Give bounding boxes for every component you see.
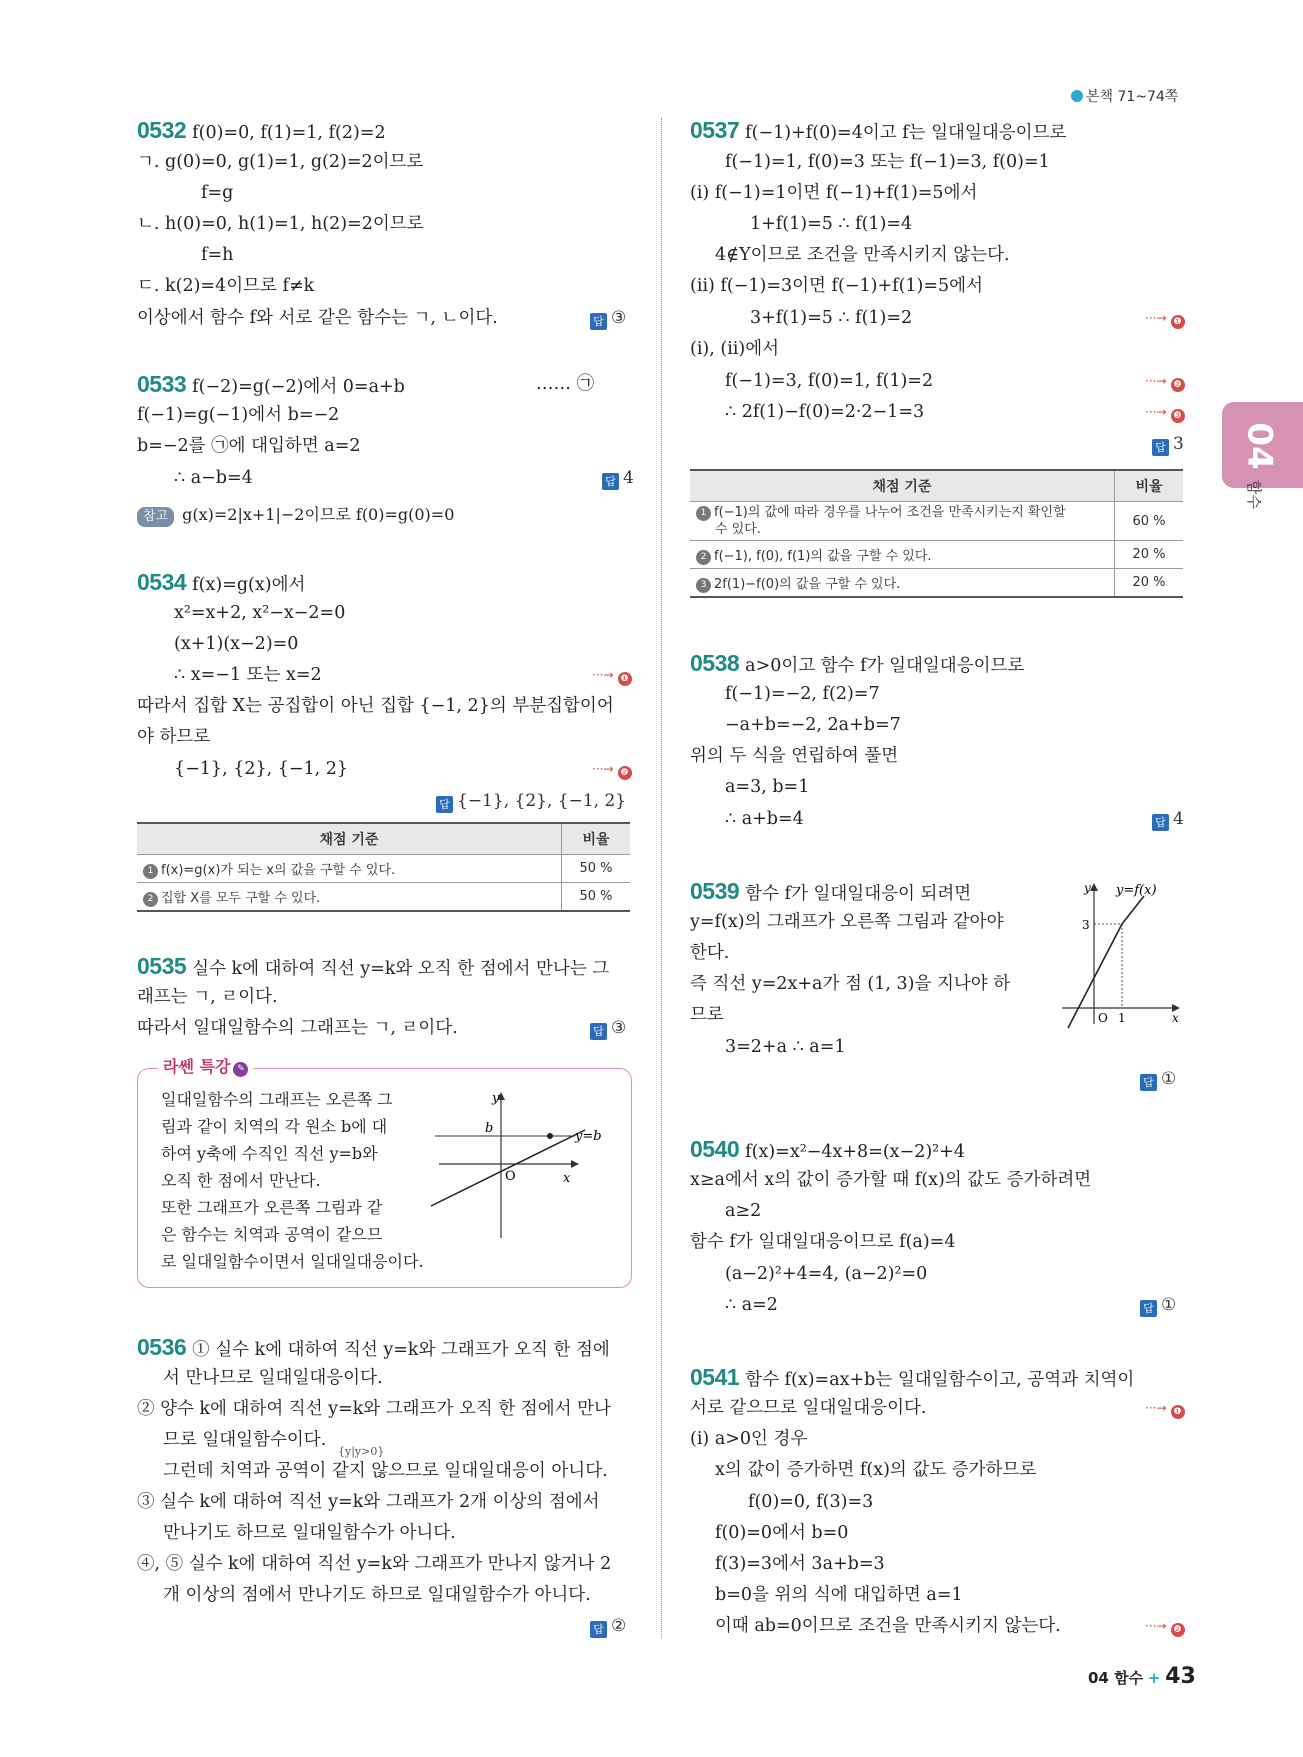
line-text: 실수 k에 대하여 직선 y=k와 오직 한 점에서 만나는 그 xyxy=(192,959,610,979)
row-number: 1 xyxy=(143,864,158,879)
problem-0532-line-7: 이상에서 함수 f와 서로 같은 함수는 ㄱ, ㄴ이다. xyxy=(137,308,498,328)
problem-0541-line-4: x의 값이 증가하면 f(x)의 값도 증가하므로 xyxy=(715,1460,1037,1480)
answer-value: ③ xyxy=(611,1018,627,1038)
problem-0539-graph xyxy=(1058,876,1188,1036)
problem-0539-line-4: 즉 직선 y=2x+a가 점 (1, 3)을 지나야 하 xyxy=(690,974,1011,994)
problem-0538-line-3: −a+b=−2, 2a+b=7 xyxy=(725,715,901,735)
problem-0539-line-3: 한다. xyxy=(690,943,730,963)
table-cell-criteria xyxy=(137,883,562,912)
step-number: ❶ xyxy=(1171,1405,1185,1419)
problem-0536-line-2: 서 만나므로 일대일대응이다. xyxy=(163,1368,383,1388)
page-reference xyxy=(1071,86,1178,106)
problem-0536-line-1 xyxy=(137,1335,610,1362)
line-text: 함수 f가 일대일대응이 되려면 xyxy=(745,884,972,904)
answer-0534 xyxy=(436,789,626,813)
tip-label-text: 라쎈 특강 xyxy=(163,1057,231,1076)
graph-segment-2 xyxy=(1122,896,1144,924)
problem-0533-tag: …… ㉠ xyxy=(536,374,595,394)
table-cell-criteria xyxy=(137,855,562,883)
problem-0536-line-9: 개 이상의 점에서 만나기도 하므로 일대일함수가 아니다. xyxy=(163,1585,591,1605)
step-number: ❸ xyxy=(1171,409,1185,423)
problem-0538-line-5: a=3, b=1 xyxy=(725,777,810,797)
problem-0537-line-2: f(−1)=1, f(0)=3 또는 f(−1)=3, f(0)=1 xyxy=(725,152,1050,172)
tip-line-6: 은 함수는 치역과 공역이 같으므 xyxy=(161,1225,383,1244)
problem-0533-line-2: f(−1)=g(−1)에서 b=−2 xyxy=(137,405,340,425)
table-cell-ratio: 20 % xyxy=(1115,541,1184,569)
answer-0532 xyxy=(590,306,626,330)
tip-line-7: 로 일대일함수이면서 일대일대응이다. xyxy=(161,1252,424,1271)
function-line xyxy=(431,1130,585,1206)
problem-0537-line-7: 3+f(1)=5 ∴ f(1)=2 xyxy=(750,308,913,328)
table-header-row xyxy=(690,470,1183,502)
step-number: ❶ xyxy=(618,672,632,686)
problem-0536-line-6: ③ 실수 k에 대하여 직선 y=k와 그래프가 2개 이상의 점에서 xyxy=(137,1492,600,1512)
x-label: x xyxy=(1172,1011,1179,1025)
table-cell-ratio: 20 % xyxy=(1115,569,1184,598)
problem-number: 0541 xyxy=(690,1364,740,1390)
problem-0534-line-2: x²=x+2, x²−x−2=0 xyxy=(174,603,346,623)
problem-0537-line-1 xyxy=(690,118,1066,145)
chapter-tab-number: 04 xyxy=(1239,422,1280,470)
row-number: 3 xyxy=(696,578,711,593)
answer-value: ① xyxy=(1161,1069,1177,1089)
chapter-tab-label: 함수 xyxy=(1244,480,1263,509)
problem-0536-annotation: {y|y>0} xyxy=(338,1445,385,1458)
problem-number: 0537 xyxy=(690,117,740,143)
book-icon xyxy=(1071,90,1083,102)
answer-value: ③ xyxy=(611,308,627,328)
problem-0532-line-3: f=g xyxy=(201,183,234,203)
table-cell-ratio: 50 % xyxy=(562,883,631,912)
y-label: y xyxy=(492,1091,500,1106)
problem-0534-line-4: ∴ x=−1 또는 x=2 xyxy=(174,665,322,685)
problem-0541-line-3: (ⅰ) a>0인 경우 xyxy=(690,1429,808,1449)
y-axis-arrow xyxy=(1090,883,1098,891)
problem-0540-line-6: ∴ a=2 xyxy=(725,1295,778,1315)
problem-0532-line-5: f=h xyxy=(201,245,234,265)
table-header-criteria: 채점 기준 xyxy=(137,823,562,855)
note-text: g(x)=2|x+1|−2이므로 f(0)=g(0)=0 xyxy=(182,505,455,524)
problem-number: 0538 xyxy=(690,650,740,676)
tip-line-3: 하여 y축에 수직인 직선 y=b와 xyxy=(161,1144,378,1163)
line-text: f(x)=g(x)에서 xyxy=(192,575,306,595)
problem-0541-line-2: 서로 같으므로 일대일대응이다. xyxy=(690,1398,927,1418)
tick-3: 3 xyxy=(1082,918,1090,932)
y-label: y xyxy=(1084,881,1091,895)
problem-0537-line-3: (ⅰ) f(−1)=1이면 f(−1)+f(1)=5에서 xyxy=(690,183,978,203)
step-marker-1: ···→ ❶ xyxy=(1145,1398,1185,1419)
row-number: 2 xyxy=(696,550,711,565)
origin-label: O xyxy=(505,1169,516,1184)
problem-0540-line-1 xyxy=(690,1137,965,1164)
problem-0539-line-2: y=f(x)의 그래프가 오른쪽 그림과 같아야 xyxy=(690,912,1004,932)
answer-0539 xyxy=(1140,1067,1176,1091)
line-text: ① 실수 k에 대하여 직선 y=k와 그래프가 오직 한 점에 xyxy=(192,1340,610,1360)
answer-value: 4 xyxy=(1173,809,1184,829)
line-text: f(−2)=g(−2)에서 0=a+b xyxy=(192,377,405,397)
table-header-row xyxy=(137,823,630,855)
problem-number: 0540 xyxy=(690,1136,740,1162)
problem-number: 0534 xyxy=(137,569,187,595)
problem-0533-line-1 xyxy=(137,372,405,399)
problem-0533-line-4: ∴ a−b=4 xyxy=(174,468,253,488)
answer-0538 xyxy=(1152,807,1184,831)
x-axis-arrow xyxy=(571,1160,579,1168)
problem-0534-line-7: {−1}, {2}, {−1, 2} xyxy=(174,759,349,779)
row-text: 집합 X를 모두 구할 수 있다. xyxy=(161,890,321,906)
x-label: x xyxy=(563,1171,571,1186)
answer-icon: 답 xyxy=(436,796,453,813)
table-row xyxy=(137,855,630,883)
problem-number: 0536 xyxy=(137,1334,187,1360)
problem-0538-line-1 xyxy=(690,651,1024,678)
problem-0535-line-3: 따라서 일대일함수의 그래프는 ㄱ, ㄹ이다. xyxy=(137,1018,458,1038)
problem-0534-line-3: (x+1)(x−2)=0 xyxy=(174,634,299,654)
problem-0539-line-1 xyxy=(690,879,971,906)
tip-graph xyxy=(425,1088,625,1248)
table-row xyxy=(690,569,1183,598)
page-reference-text: 본책 71~74쪽 xyxy=(1086,89,1179,105)
footer-chapter: 04 함수 xyxy=(1088,1669,1144,1687)
problem-0536-line-4: 므로 일대일함수이다. xyxy=(163,1430,327,1450)
problem-0534-line-5: 따라서 집합 X는 공집합이 아닌 집합 {−1, 2}의 부분집합이어 xyxy=(137,696,614,716)
problem-0539-line-6: 3=2+a ∴ a=1 xyxy=(725,1037,846,1057)
row-text: f(−1)의 값에 따라 경우를 나누어 조건을 만족시키는지 확인할 xyxy=(714,505,1066,520)
answer-icon: 답 xyxy=(1140,1300,1157,1317)
function-label: y=f(x) xyxy=(1116,883,1157,898)
footer-plus: + xyxy=(1147,1669,1161,1687)
problem-0537-line-10: ∴ 2f(1)−f(0)=2·2−1=3 xyxy=(725,402,925,422)
problem-number: 0539 xyxy=(690,878,740,904)
step-number: ❷ xyxy=(1171,1623,1185,1637)
problem-0537-line-6: (ⅱ) f(−1)=3이면 f(−1)+f(1)=5에서 xyxy=(690,276,983,296)
problem-0534-line-1 xyxy=(137,570,305,597)
tip-label xyxy=(158,1054,253,1077)
answer-0536 xyxy=(590,1614,626,1638)
answer-value: 3 xyxy=(1173,434,1184,454)
answer-value: {−1}, {2}, {−1, 2} xyxy=(457,791,627,811)
tip-line-2: 림과 같이 치역의 각 원소 b에 대 xyxy=(161,1117,388,1136)
column-divider xyxy=(661,118,662,1638)
line-text: f(0)=0, f(1)=1, f(2)=2 xyxy=(192,123,386,143)
problem-0539-line-5: 므로 xyxy=(690,1005,724,1025)
step-number: ❷ xyxy=(618,766,632,780)
table-row xyxy=(137,883,630,912)
row-number: 2 xyxy=(143,892,158,907)
answer-0540 xyxy=(1140,1293,1176,1317)
answer-icon: 답 xyxy=(1152,814,1169,831)
answer-0537 xyxy=(1152,432,1184,456)
problem-0536-line-3: ② 양수 k에 대하여 직선 y=k와 그래프가 오직 한 점에서 만나 xyxy=(137,1399,611,1419)
problem-0533-note xyxy=(137,503,454,527)
answer-icon: 답 xyxy=(1152,439,1169,456)
row-number: 1 xyxy=(696,506,711,521)
table-row xyxy=(690,502,1183,541)
step-number: ❷ xyxy=(1171,378,1185,392)
problem-0536-line-8: ④, ⑤ 실수 k에 대하여 직선 y=k와 그래프가 만나지 않거나 2 xyxy=(137,1554,612,1574)
guide-lines xyxy=(1094,924,1122,1008)
table-cell-criteria xyxy=(690,541,1115,569)
answer-icon: 답 xyxy=(590,1023,607,1040)
line-text: f(−1)+f(0)=4이고 f는 일대일대응이므로 xyxy=(745,123,1067,143)
tip-line-1: 일대일함수의 그래프는 오른쪽 그 xyxy=(161,1090,393,1109)
table-header-criteria: 채점 기준 xyxy=(690,470,1115,502)
problem-0540-line-5: (a−2)²+4=4, (a−2)²=0 xyxy=(725,1264,928,1284)
row-text-cont: 수 있다. xyxy=(715,522,761,537)
problem-0535-line-1 xyxy=(137,954,609,981)
step-number: ❶ xyxy=(1171,315,1185,329)
grading-table-0534 xyxy=(137,822,630,912)
problem-0532-line-2: ㄱ. g(0)=0, g(1)=1, g(2)=2이므로 xyxy=(137,152,424,172)
problem-number: 0535 xyxy=(137,953,187,979)
problem-0534-line-6: 야 하므로 xyxy=(137,727,211,747)
problem-0532-line-6: ㄷ. k(2)=4이므로 f≠k xyxy=(137,276,315,296)
chapter-side-tab xyxy=(1222,402,1303,488)
problem-0538-line-6: ∴ a+b=4 xyxy=(725,809,804,829)
answer-value: 4 xyxy=(623,468,634,488)
step-marker-2: ···→ ❷ xyxy=(1145,1616,1185,1637)
row-text: f(−1), f(0), f(1)의 값을 구할 수 있다. xyxy=(714,548,932,564)
row-text: f(x)=g(x)가 되는 x의 값을 구할 수 있다. xyxy=(161,862,396,878)
problem-0537-line-4: 1+f(1)=5 ∴ f(1)=4 xyxy=(750,214,913,234)
problem-0536-line-7: 만나기도 하므로 일대일함수가 아니다. xyxy=(163,1523,456,1543)
answer-value: ① xyxy=(1161,1295,1177,1315)
row-text: 2f(1)−f(0)의 값을 구할 수 있다. xyxy=(714,576,901,592)
origin-label: O xyxy=(1098,1011,1108,1025)
line-text: 함수 f(x)=ax+b는 일대일함수이고, 공역과 치역이 xyxy=(745,1370,1135,1390)
step-marker-1: ···→ ❶ xyxy=(592,665,632,686)
problem-0533-line-3: b=−2를 ㉠에 대입하면 a=2 xyxy=(137,436,361,456)
graph-segment-1 xyxy=(1068,924,1122,1028)
problem-number: 0533 xyxy=(137,371,187,397)
step-marker-3: ···→ ❸ xyxy=(1145,402,1185,423)
answer-icon: 답 xyxy=(1140,1074,1157,1091)
note-badge: 참고 xyxy=(137,507,174,527)
step-marker-2: ···→ ❷ xyxy=(592,759,632,780)
grading-table-0537 xyxy=(690,469,1183,598)
problem-0541-line-5: f(0)=0, f(3)=3 xyxy=(748,1492,874,1512)
problem-0537-line-8: (ⅰ), (ⅱ)에서 xyxy=(690,339,780,359)
table-header-ratio: 비율 xyxy=(1115,470,1184,502)
intersection-point xyxy=(547,1133,553,1139)
line-label: y=b xyxy=(575,1129,602,1144)
pencil-icon: ✎ xyxy=(233,1062,248,1077)
answer-0535 xyxy=(590,1016,626,1040)
problem-0537-line-5: 4∉Y이므로 조건을 만족시키지 않는다. xyxy=(715,245,1010,265)
page-number: 43 xyxy=(1165,1664,1196,1689)
problem-0540-line-3: a≥2 xyxy=(725,1201,762,1221)
problem-0541-line-6: f(0)=0에서 b=0 xyxy=(715,1523,849,1543)
problem-0541-line-8: b=0을 위의 식에 대입하면 a=1 xyxy=(715,1585,963,1605)
line-text: a>0이고 함수 f가 일대일대응이므로 xyxy=(745,656,1025,676)
table-cell-ratio: 60 % xyxy=(1115,502,1184,541)
table-header-ratio: 비율 xyxy=(562,823,631,855)
b-label: b xyxy=(485,1121,494,1136)
answer-0533 xyxy=(602,466,634,490)
problem-0541-line-9: 이때 ab=0이므로 조건을 만족시키지 않는다. xyxy=(715,1616,1061,1636)
step-marker-2: ···→ ❷ xyxy=(1145,371,1185,392)
problem-0536-line-5: 그런데 치역과 공역이 같지 않으므로 일대일대응이 아니다. xyxy=(163,1461,608,1481)
answer-icon: 답 xyxy=(602,473,619,490)
problem-0540-line-4: 함수 f가 일대일대응이므로 f(a)=4 xyxy=(690,1232,956,1252)
problem-0540-line-2: x≥a에서 x의 값이 증가할 때 f(x)의 값도 증가하려면 xyxy=(690,1170,1092,1190)
answer-value: ② xyxy=(611,1616,627,1636)
problem-number: 0532 xyxy=(137,117,187,143)
page-footer xyxy=(1088,1664,1196,1689)
table-row xyxy=(690,541,1183,569)
problem-0541-line-1 xyxy=(690,1365,1134,1392)
table-cell-criteria xyxy=(690,569,1115,598)
tip-line-4: 오직 한 점에서 만난다. xyxy=(161,1171,321,1190)
line-text: f(x)=x²−4x+8=(x−2)²+4 xyxy=(745,1142,965,1162)
problem-0538-line-4: 위의 두 식을 연립하여 풀면 xyxy=(690,746,899,766)
problem-0538-line-2: f(−1)=−2, f(2)=7 xyxy=(725,684,880,704)
step-marker-1: ···→ ❶ xyxy=(1145,308,1185,329)
problem-0541-line-7: f(3)=3에서 3a+b=3 xyxy=(715,1554,885,1574)
table-cell-criteria xyxy=(690,502,1115,541)
tick-1: 1 xyxy=(1118,1011,1126,1025)
problem-0532-line-4: ㄴ. h(0)=0, h(1)=1, h(2)=2이므로 xyxy=(137,214,424,234)
answer-icon: 답 xyxy=(590,1621,607,1638)
problem-0537-line-9: f(−1)=3, f(0)=1, f(1)=2 xyxy=(725,371,934,391)
problem-0532-line-1 xyxy=(137,118,386,145)
tip-line-5: 또한 그래프가 오른쪽 그림과 같 xyxy=(161,1198,383,1217)
table-cell-ratio: 50 % xyxy=(562,855,631,883)
problem-0535-line-2: 래프는 ㄱ, ㄹ이다. xyxy=(137,987,278,1007)
answer-icon: 답 xyxy=(590,313,607,330)
